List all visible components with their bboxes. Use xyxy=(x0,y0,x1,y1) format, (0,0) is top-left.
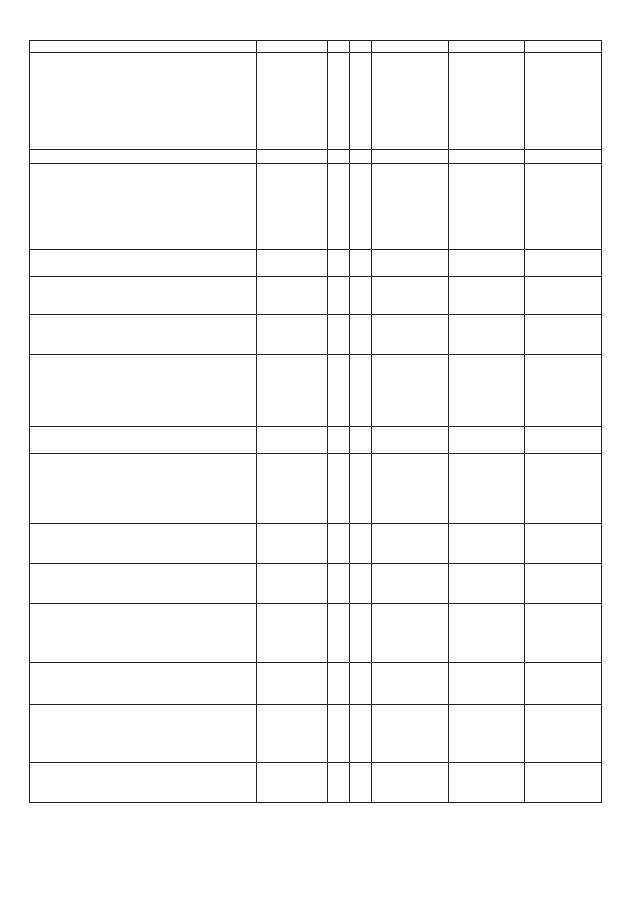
row-code xyxy=(257,355,328,427)
table-row xyxy=(30,315,602,355)
header-row xyxy=(30,41,602,53)
col-header-year1 xyxy=(372,41,449,53)
table-row xyxy=(30,277,602,315)
table-row xyxy=(30,564,602,604)
row-amount-year1 xyxy=(372,53,449,150)
row-section xyxy=(328,250,350,277)
row-name xyxy=(30,250,257,277)
table-row xyxy=(30,524,602,564)
row-subsection xyxy=(350,315,372,355)
row-amount-year1 xyxy=(372,427,449,454)
row-amount-year1 xyxy=(372,705,449,763)
table-row xyxy=(30,250,602,277)
row-amount-year2 xyxy=(449,150,525,164)
row-name xyxy=(30,53,257,150)
row-subsection xyxy=(350,53,372,150)
row-name xyxy=(30,355,257,427)
row-amount-year3 xyxy=(525,164,602,250)
row-code xyxy=(257,164,328,250)
row-name xyxy=(30,524,257,564)
row-amount-year1 xyxy=(372,150,449,164)
row-section xyxy=(328,315,350,355)
table-row xyxy=(30,53,602,150)
table-row xyxy=(30,164,602,250)
col-header-year2 xyxy=(449,41,525,53)
row-code xyxy=(257,150,328,164)
row-amount-year1 xyxy=(372,524,449,564)
row-amount-year3 xyxy=(525,705,602,763)
row-amount-year3 xyxy=(525,427,602,454)
row-amount-year2 xyxy=(449,454,525,524)
row-amount-year3 xyxy=(525,150,602,164)
row-amount-year3 xyxy=(525,53,602,150)
row-name xyxy=(30,454,257,524)
row-subsection xyxy=(350,355,372,427)
row-amount-year1 xyxy=(372,604,449,663)
row-name xyxy=(30,150,257,164)
row-name xyxy=(30,277,257,315)
row-name xyxy=(30,663,257,705)
col-header-subsection xyxy=(350,41,372,53)
row-amount-year3 xyxy=(525,604,602,663)
row-section xyxy=(328,164,350,250)
row-amount-year2 xyxy=(449,564,525,604)
row-amount-year2 xyxy=(449,277,525,315)
row-name xyxy=(30,427,257,454)
row-amount-year2 xyxy=(449,164,525,250)
row-amount-year3 xyxy=(525,250,602,277)
row-subsection xyxy=(350,524,372,564)
row-amount-year1 xyxy=(372,315,449,355)
row-amount-year3 xyxy=(525,355,602,427)
row-amount-year2 xyxy=(449,663,525,705)
row-name xyxy=(30,164,257,250)
row-subsection xyxy=(350,564,372,604)
row-amount-year2 xyxy=(449,315,525,355)
row-code xyxy=(257,277,328,315)
row-amount-year2 xyxy=(449,427,525,454)
table-row xyxy=(30,427,602,454)
row-amount-year2 xyxy=(449,705,525,763)
row-amount-year2 xyxy=(449,53,525,150)
row-subsection xyxy=(350,705,372,763)
col-header-year3 xyxy=(525,41,602,53)
row-amount-year2 xyxy=(449,763,525,803)
row-section xyxy=(328,355,350,427)
row-subsection xyxy=(350,763,372,803)
table-row xyxy=(30,663,602,705)
row-code xyxy=(257,315,328,355)
row-amount-year1 xyxy=(372,164,449,250)
row-amount-year1 xyxy=(372,355,449,427)
table-row xyxy=(30,150,602,164)
row-amount-year1 xyxy=(372,250,449,277)
table-row xyxy=(30,763,602,803)
row-code xyxy=(257,604,328,663)
row-name xyxy=(30,315,257,355)
row-code xyxy=(257,663,328,705)
row-section xyxy=(328,564,350,604)
row-amount-year3 xyxy=(525,454,602,524)
row-section xyxy=(328,524,350,564)
table-row xyxy=(30,705,602,763)
row-name xyxy=(30,564,257,604)
row-section xyxy=(328,604,350,663)
budget-table xyxy=(29,40,602,803)
row-name xyxy=(30,763,257,803)
col-header-name xyxy=(30,41,257,53)
row-amount-year2 xyxy=(449,524,525,564)
row-subsection xyxy=(350,250,372,277)
row-code xyxy=(257,524,328,564)
row-amount-year1 xyxy=(372,564,449,604)
row-code xyxy=(257,427,328,454)
col-header-section xyxy=(328,41,350,53)
row-amount-year2 xyxy=(449,604,525,663)
row-code xyxy=(257,454,328,524)
table-row xyxy=(30,355,602,427)
row-section xyxy=(328,277,350,315)
row-section xyxy=(328,427,350,454)
row-amount-year1 xyxy=(372,277,449,315)
row-name xyxy=(30,705,257,763)
row-section xyxy=(328,663,350,705)
row-amount-year3 xyxy=(525,663,602,705)
col-header-code xyxy=(257,41,328,53)
row-subsection xyxy=(350,150,372,164)
row-amount-year2 xyxy=(449,250,525,277)
row-code xyxy=(257,705,328,763)
row-section xyxy=(328,53,350,150)
row-subsection xyxy=(350,454,372,524)
row-amount-year1 xyxy=(372,454,449,524)
row-section xyxy=(328,454,350,524)
table-row xyxy=(30,454,602,524)
table-row xyxy=(30,604,602,663)
row-amount-year3 xyxy=(525,564,602,604)
row-amount-year1 xyxy=(372,663,449,705)
row-subsection xyxy=(350,164,372,250)
row-amount-year3 xyxy=(525,763,602,803)
row-amount-year1 xyxy=(372,763,449,803)
row-subsection xyxy=(350,277,372,315)
row-code xyxy=(257,250,328,277)
row-code xyxy=(257,53,328,150)
row-section xyxy=(328,150,350,164)
row-section xyxy=(328,705,350,763)
row-amount-year2 xyxy=(449,355,525,427)
row-name xyxy=(30,604,257,663)
row-subsection xyxy=(350,663,372,705)
row-amount-year3 xyxy=(525,524,602,564)
row-code xyxy=(257,564,328,604)
row-subsection xyxy=(350,427,372,454)
row-amount-year3 xyxy=(525,277,602,315)
row-subsection xyxy=(350,604,372,663)
row-section xyxy=(328,763,350,803)
row-amount-year3 xyxy=(525,315,602,355)
row-code xyxy=(257,763,328,803)
